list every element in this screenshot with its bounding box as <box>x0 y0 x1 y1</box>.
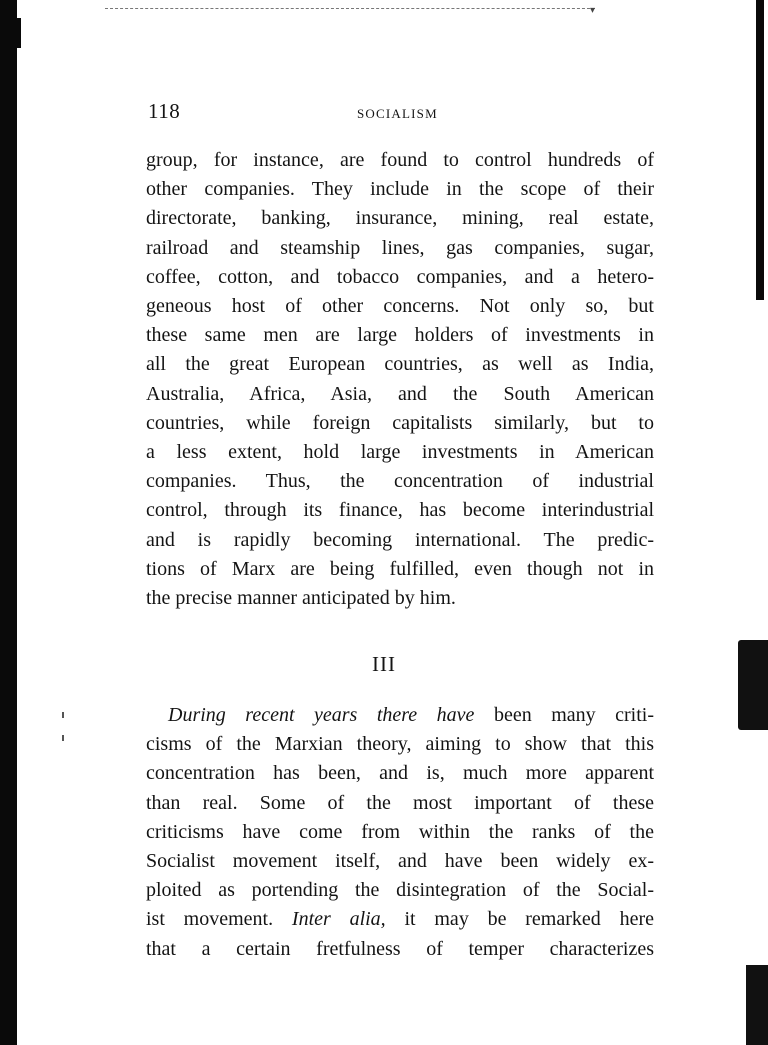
text-line: than real. Some of the most important of these <box>146 791 654 814</box>
scan-speck <box>62 735 64 741</box>
italic-text: During recent years there have <box>168 704 475 726</box>
scan-edge-left-notch <box>17 18 21 48</box>
scan-top-rule <box>105 8 595 9</box>
text-line: geneous host of other concerns. Not only so, but <box>146 295 654 318</box>
text-line: companies. Thus, the concentration of industrial <box>146 470 654 493</box>
text-line: the precise manner anticipated by him. <box>146 587 456 610</box>
text-line: control, through its finance, has become interindustrial <box>146 499 654 522</box>
text-line: concentration has been, and is, much more apparent <box>146 762 654 785</box>
text-run: it may be remarked here <box>385 908 654 931</box>
text-line <box>146 701 654 730</box>
section-heading: III <box>372 652 396 676</box>
text-line: directorate, banking, insurance, mining, real estate, <box>146 207 654 230</box>
text-line: Australia, Africa, Asia, and the South American <box>146 382 654 405</box>
text-line: ploited as portending the disintegration of the Social- <box>146 879 654 902</box>
text-line: cisms of the Marxian theory, aiming to show that this <box>146 733 654 756</box>
scan-top-mark: ▾ <box>590 5 596 16</box>
scan-speck <box>62 712 64 718</box>
page-number: 118 <box>148 99 181 123</box>
italic-text: Inter alia, <box>291 908 386 931</box>
running-head: SOCIALISM <box>357 106 438 121</box>
text-line: and is rapidly becoming international. The predic- <box>146 528 654 551</box>
text-line: a less extent, hold large investments in American <box>146 441 654 464</box>
paragraph-1 <box>146 146 654 613</box>
text-run: been many criti- <box>474 704 654 726</box>
text-line: other companies. They include in the scope of their <box>146 178 654 201</box>
text-line: group, for instance, are found to control hundreds of <box>146 149 654 171</box>
text-line: railroad and steamship lines, gas companies, sugar, <box>146 236 654 259</box>
text-line: that a certain fretfulness of temper characterizes <box>146 937 654 960</box>
scan-edge-right-top <box>756 0 764 300</box>
text-line: countries, while foreign capitalists similarly, but to <box>146 411 654 434</box>
scan-edge-right-low <box>746 965 768 1045</box>
text-line: criticisms have come from within the ranks of the <box>146 820 654 843</box>
text-line: these same men are large holders of investments in <box>146 324 654 347</box>
text-line <box>146 905 654 934</box>
paragraph-2 <box>146 701 654 964</box>
text-line: tions of Marx are being fulfilled, even though not in <box>146 557 654 580</box>
text-line: Socialist movement itself, and have been widely ex- <box>146 850 654 873</box>
text-line: coffee, cotton, and tobacco companies, and a hetero- <box>146 265 654 288</box>
scan-edge-left <box>0 0 17 1045</box>
text-run: ist movement. <box>146 908 292 931</box>
text-line: all the great European countries, as well as India, <box>146 353 654 376</box>
